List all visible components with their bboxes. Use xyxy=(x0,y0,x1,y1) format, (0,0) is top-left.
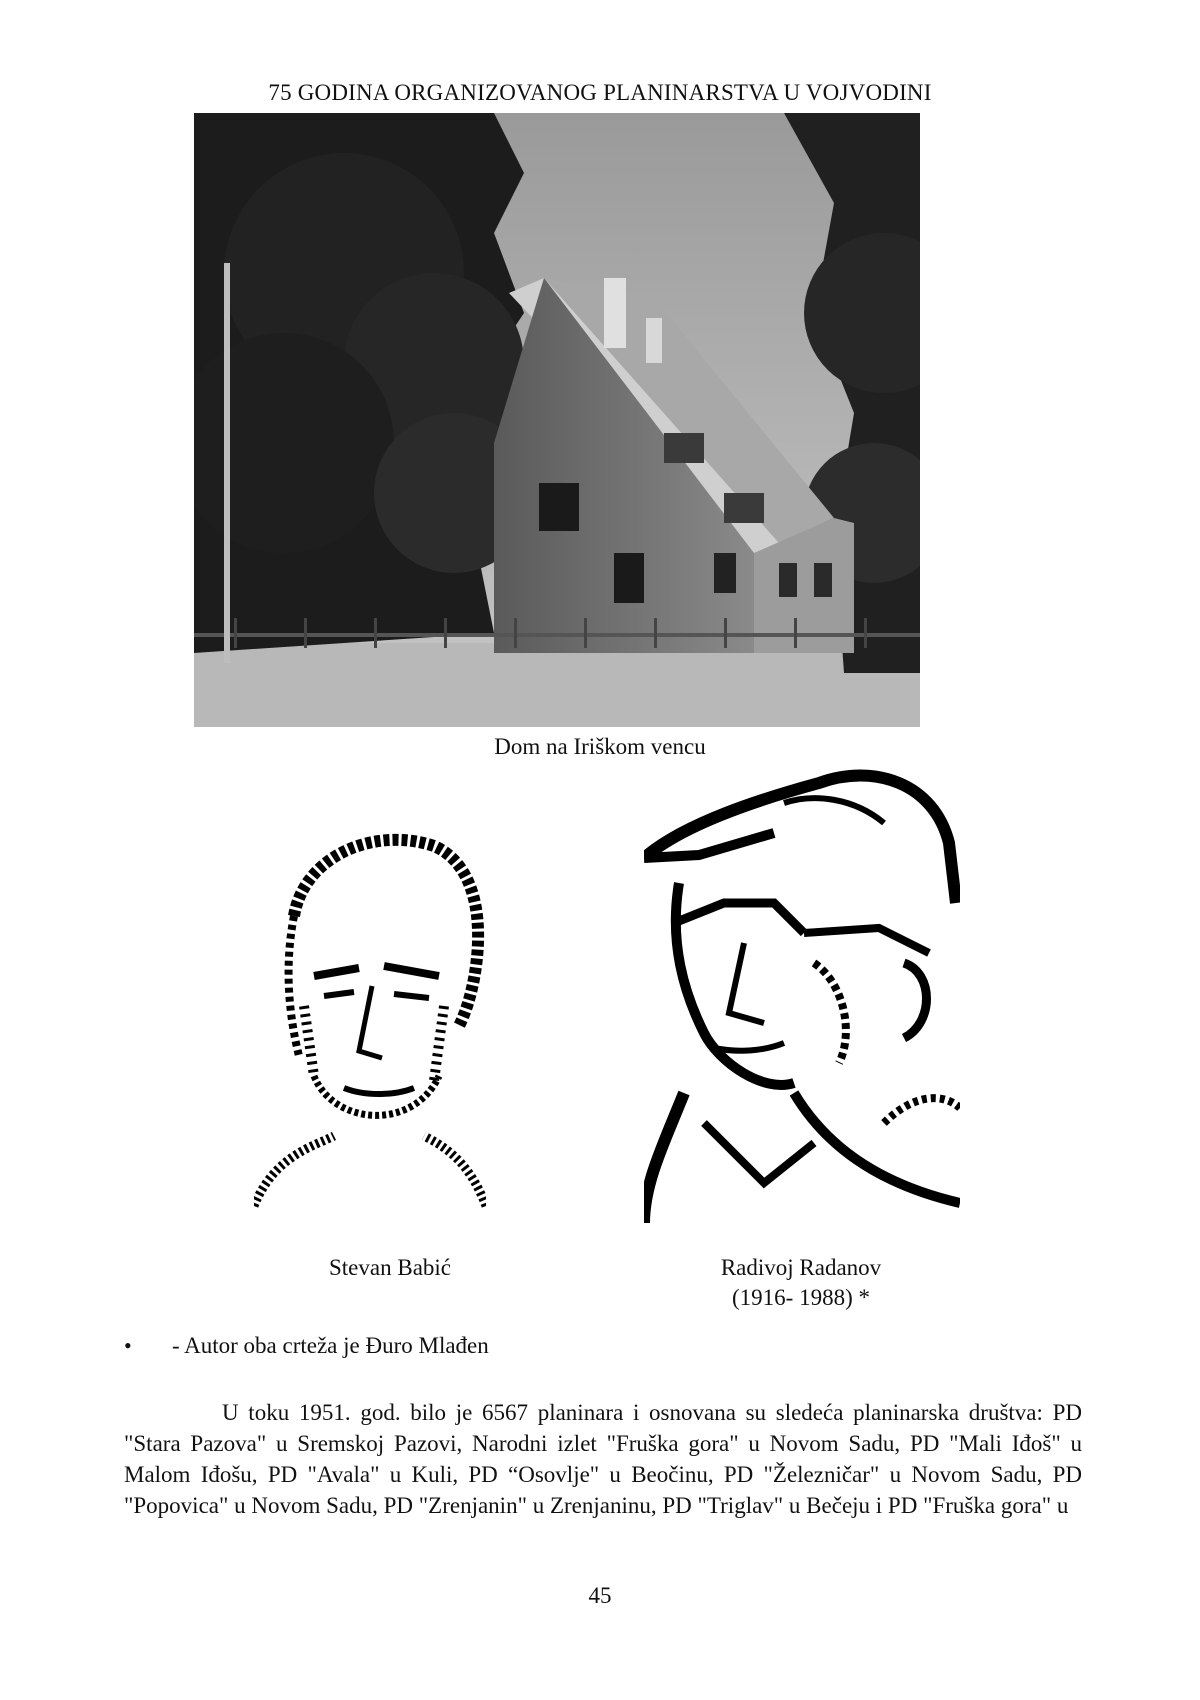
photo-caption: Dom na Iriškom vencu xyxy=(494,734,706,759)
page-number: 45 xyxy=(588,1583,612,1608)
drawing-credit-text: - Autor oba crteža je Đuro Mlađen xyxy=(172,1333,489,1358)
portrait-dates-right: (1916- 1988) * xyxy=(732,1285,870,1310)
bullet-icon: • xyxy=(124,1333,132,1358)
drawing-credit-note xyxy=(124,1333,489,1359)
portrait-drawing-left xyxy=(254,826,486,1210)
running-header: 75 GODINA ORGANIZOVANOG PLANINARSTVA U VOJVODINI xyxy=(268,80,932,105)
portrait-name-right: Radivoj Radanov xyxy=(720,1255,882,1280)
portrait-sketch-left xyxy=(254,826,486,1210)
mountain-lodge-photo-image xyxy=(194,113,920,727)
portrait-drawing-right xyxy=(644,763,960,1225)
body-paragraph: U toku 1951. god. bilo je 6567 planinara i osnovana su sledeća planinarska društva: PD "Stara Pazova" u Sremskoj Pazovi, Narodni izlet "Fruška gora" u Novom Sadu, PD "Mali Iđoš" u Malom Iđošu, PD "Avala" u Kuli, PD “Osovlje" u Beočinu, PD "Železničar" u Novom Sadu, PD "Popovica" u Novom Sadu, PD "Zrenjanin" u Zrenjaninu, PD "Triglav" u Bečeju i PD "Fruška gora" u xyxy=(124,1400,1082,1518)
portrait-name-left: Stevan Babić xyxy=(329,1255,451,1280)
portrait-sketch-right xyxy=(644,763,960,1225)
portrait-caption-right xyxy=(666,1253,936,1313)
mountain-lodge-photo xyxy=(194,113,920,727)
portrait-caption-left xyxy=(270,1253,510,1283)
